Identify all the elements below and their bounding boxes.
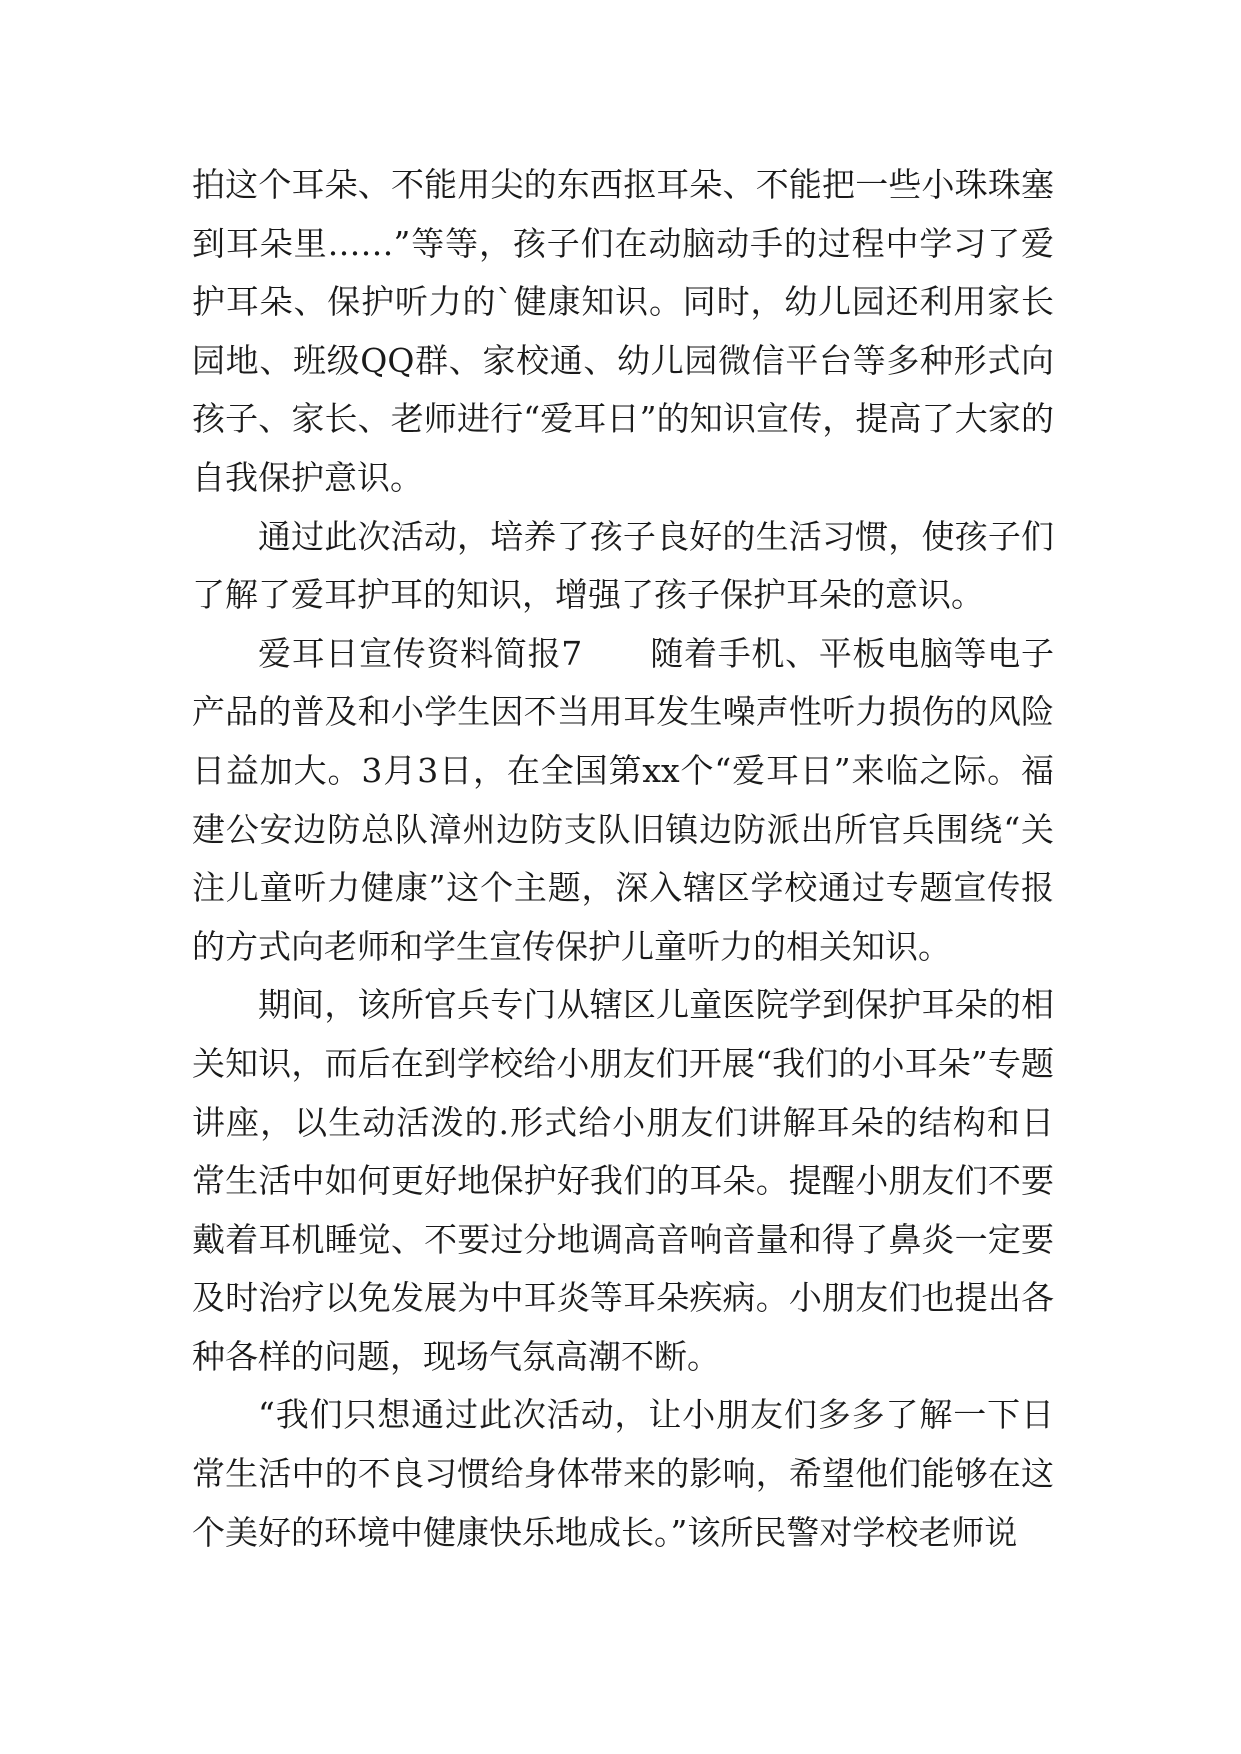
paragraph-5: “我们只想通过此次活动，让小朋友们多多了解一下日常生活中的不良习惯给身体带来的影响，希望他们能够在这个美好的环境中健康快乐地成长。”该所民警对学校老师说 bbox=[192, 1395, 1054, 1552]
paragraph-2: 通过此次活动，培养了孩子良好的生活习惯，使孩子们了解了爱耳护耳的知识，增强了孩子保护耳朵的意识。 bbox=[192, 516, 1054, 615]
document-body bbox=[192, 156, 1054, 1562]
paragraph-4: 期间，该所官兵专门从辖区儿童医院学到保护耳朵的相关知识，而后在到学校给小朋友们开展“我们的小耳朵”专题讲座，以生动活泼的.形式给小朋友们讲解耳朵的结构和日常生活中如何更好地保护好我们的耳朵。提醒小朋友们不要戴着耳机睡觉、不要过分地调高音响音量和得了鼻炎一定要及时治疗以免发展为中耳炎等耳朵疾病。小朋友们也提出各种各样的问题，现场气氛高潮不断。 bbox=[192, 985, 1054, 1376]
paragraph-3: 爱耳日宣传资料简报7 随着手机、平板电脑等电子产品的普及和小学生因不当用耳发生噪声性听力损伤的风险日益加大。3月3日，在全国第xx个“爱耳日”来临之际。福建公安边防总队漳州边防支队旧镇边防派出所官兵围绕“关注儿童听力健康”这个主题，深入辖区学校通过专题宣传报的方式向老师和学生宣传保护儿童听力的相关知识。 bbox=[192, 633, 1054, 966]
paragraph-1: 拍这个耳朵、不能用尖的东西抠耳朵、不能把一些小珠珠塞到耳朵里……”等等，孩子们在动脑动手的过程中学习了爱护耳朵、保护听力的`健康知识。同时，幼儿园还利用家长园地、班级QQ群、家校通、幼儿园微信平台等多种形式向孩子、家长、老师进行“爱耳日”的知识宣传，提高了大家的自我保护意识。 bbox=[192, 165, 1054, 497]
